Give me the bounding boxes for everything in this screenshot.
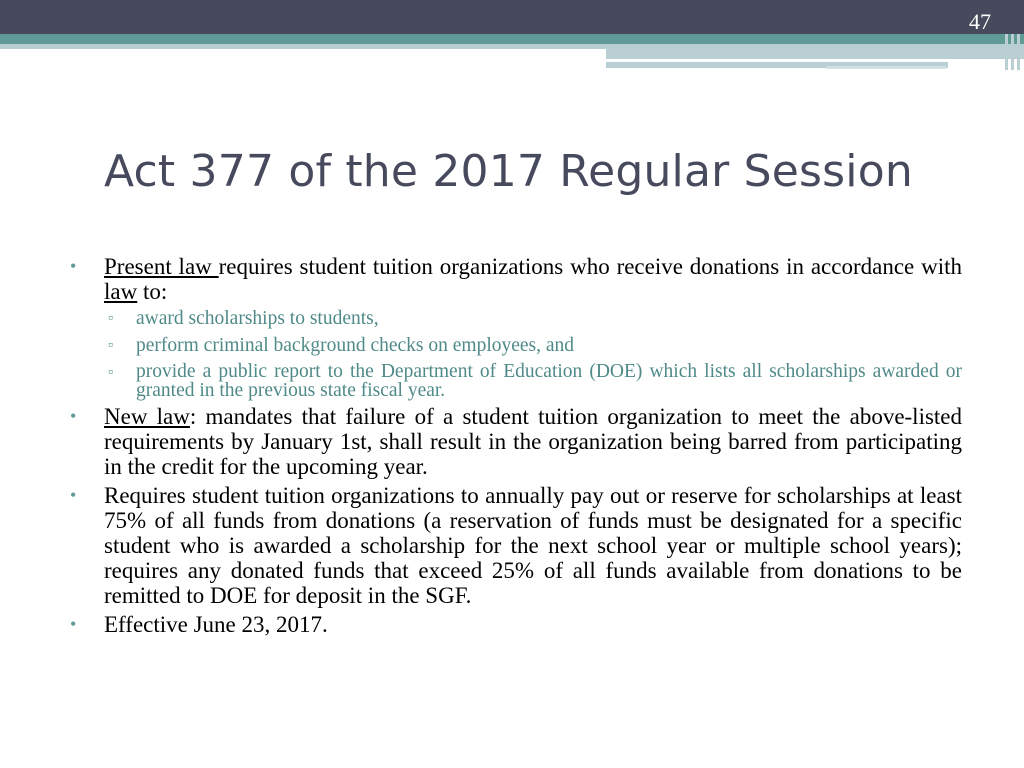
header-accent-line [1017, 34, 1020, 70]
bullet-icon: • [70, 614, 77, 634]
sub-bullet-award [70, 308, 962, 329]
sub-bullet-icon: ▫ [108, 338, 113, 353]
bullet-text: Requires student tuition organizations to annually pay out or reserve for scholarships at least 75% of all funds from donations (a reservation of funds must be designated for a specific student who is awarded a scholarship for the next school year or multiple school years); requires any donated funds that exceed 25% of all funds available from donations to be remitted to DOE for deposit in the SGF. [104, 483, 962, 608]
bullet-text: requires student tuition organizations who receive donations in accordance with [218, 254, 962, 279]
bullet-icon: • [70, 406, 77, 426]
bullet-new-law [70, 404, 962, 479]
bullet-present-law [70, 254, 962, 304]
sub-bullet-icon: ▫ [108, 311, 113, 326]
header-accent-bar [826, 66, 946, 69]
bullet-icon: • [70, 256, 77, 276]
sub-bullet-public-report [70, 362, 962, 400]
sub-bullet-text: perform criminal background checks on employees, and [136, 335, 575, 356]
header-accent-bar [606, 49, 1024, 59]
bullet-list [70, 254, 962, 640]
bullet-icon: • [70, 485, 77, 505]
present-law-term: Present law [104, 254, 219, 279]
bullet-text: Effective June 23, 2017. [104, 612, 328, 637]
new-law-term: New law [104, 404, 190, 429]
bullet-text: : mandates that failure of a student tuition organization to meet the above-listed requirements by January 1st, shall result in the organization being barred from participating in the credit for the upcoming year. [104, 404, 963, 479]
bullet-text: to: [137, 279, 168, 304]
page-number: 47 [969, 9, 991, 34]
bullet-payout-requirement [70, 483, 962, 608]
slide-title: Act 377 of the 2017 Regular Session [104, 146, 913, 197]
sub-bullet-background-checks [70, 335, 962, 356]
sub-bullet-text: provide a public report to the Department of Education (DOE) which lists all scholarships awarded or granted in the previous state fiscal year. [136, 361, 962, 401]
header-accent-line [1005, 34, 1008, 70]
header-band-dark [0, 0, 1024, 34]
header-band-teal [0, 34, 1024, 44]
law-term: law [104, 279, 138, 304]
sub-bullet-icon: ▫ [108, 365, 113, 380]
header-accent-line [1011, 34, 1014, 70]
sub-bullet-text: award scholarships to students, [136, 308, 379, 329]
bullet-effective-date [70, 612, 962, 637]
